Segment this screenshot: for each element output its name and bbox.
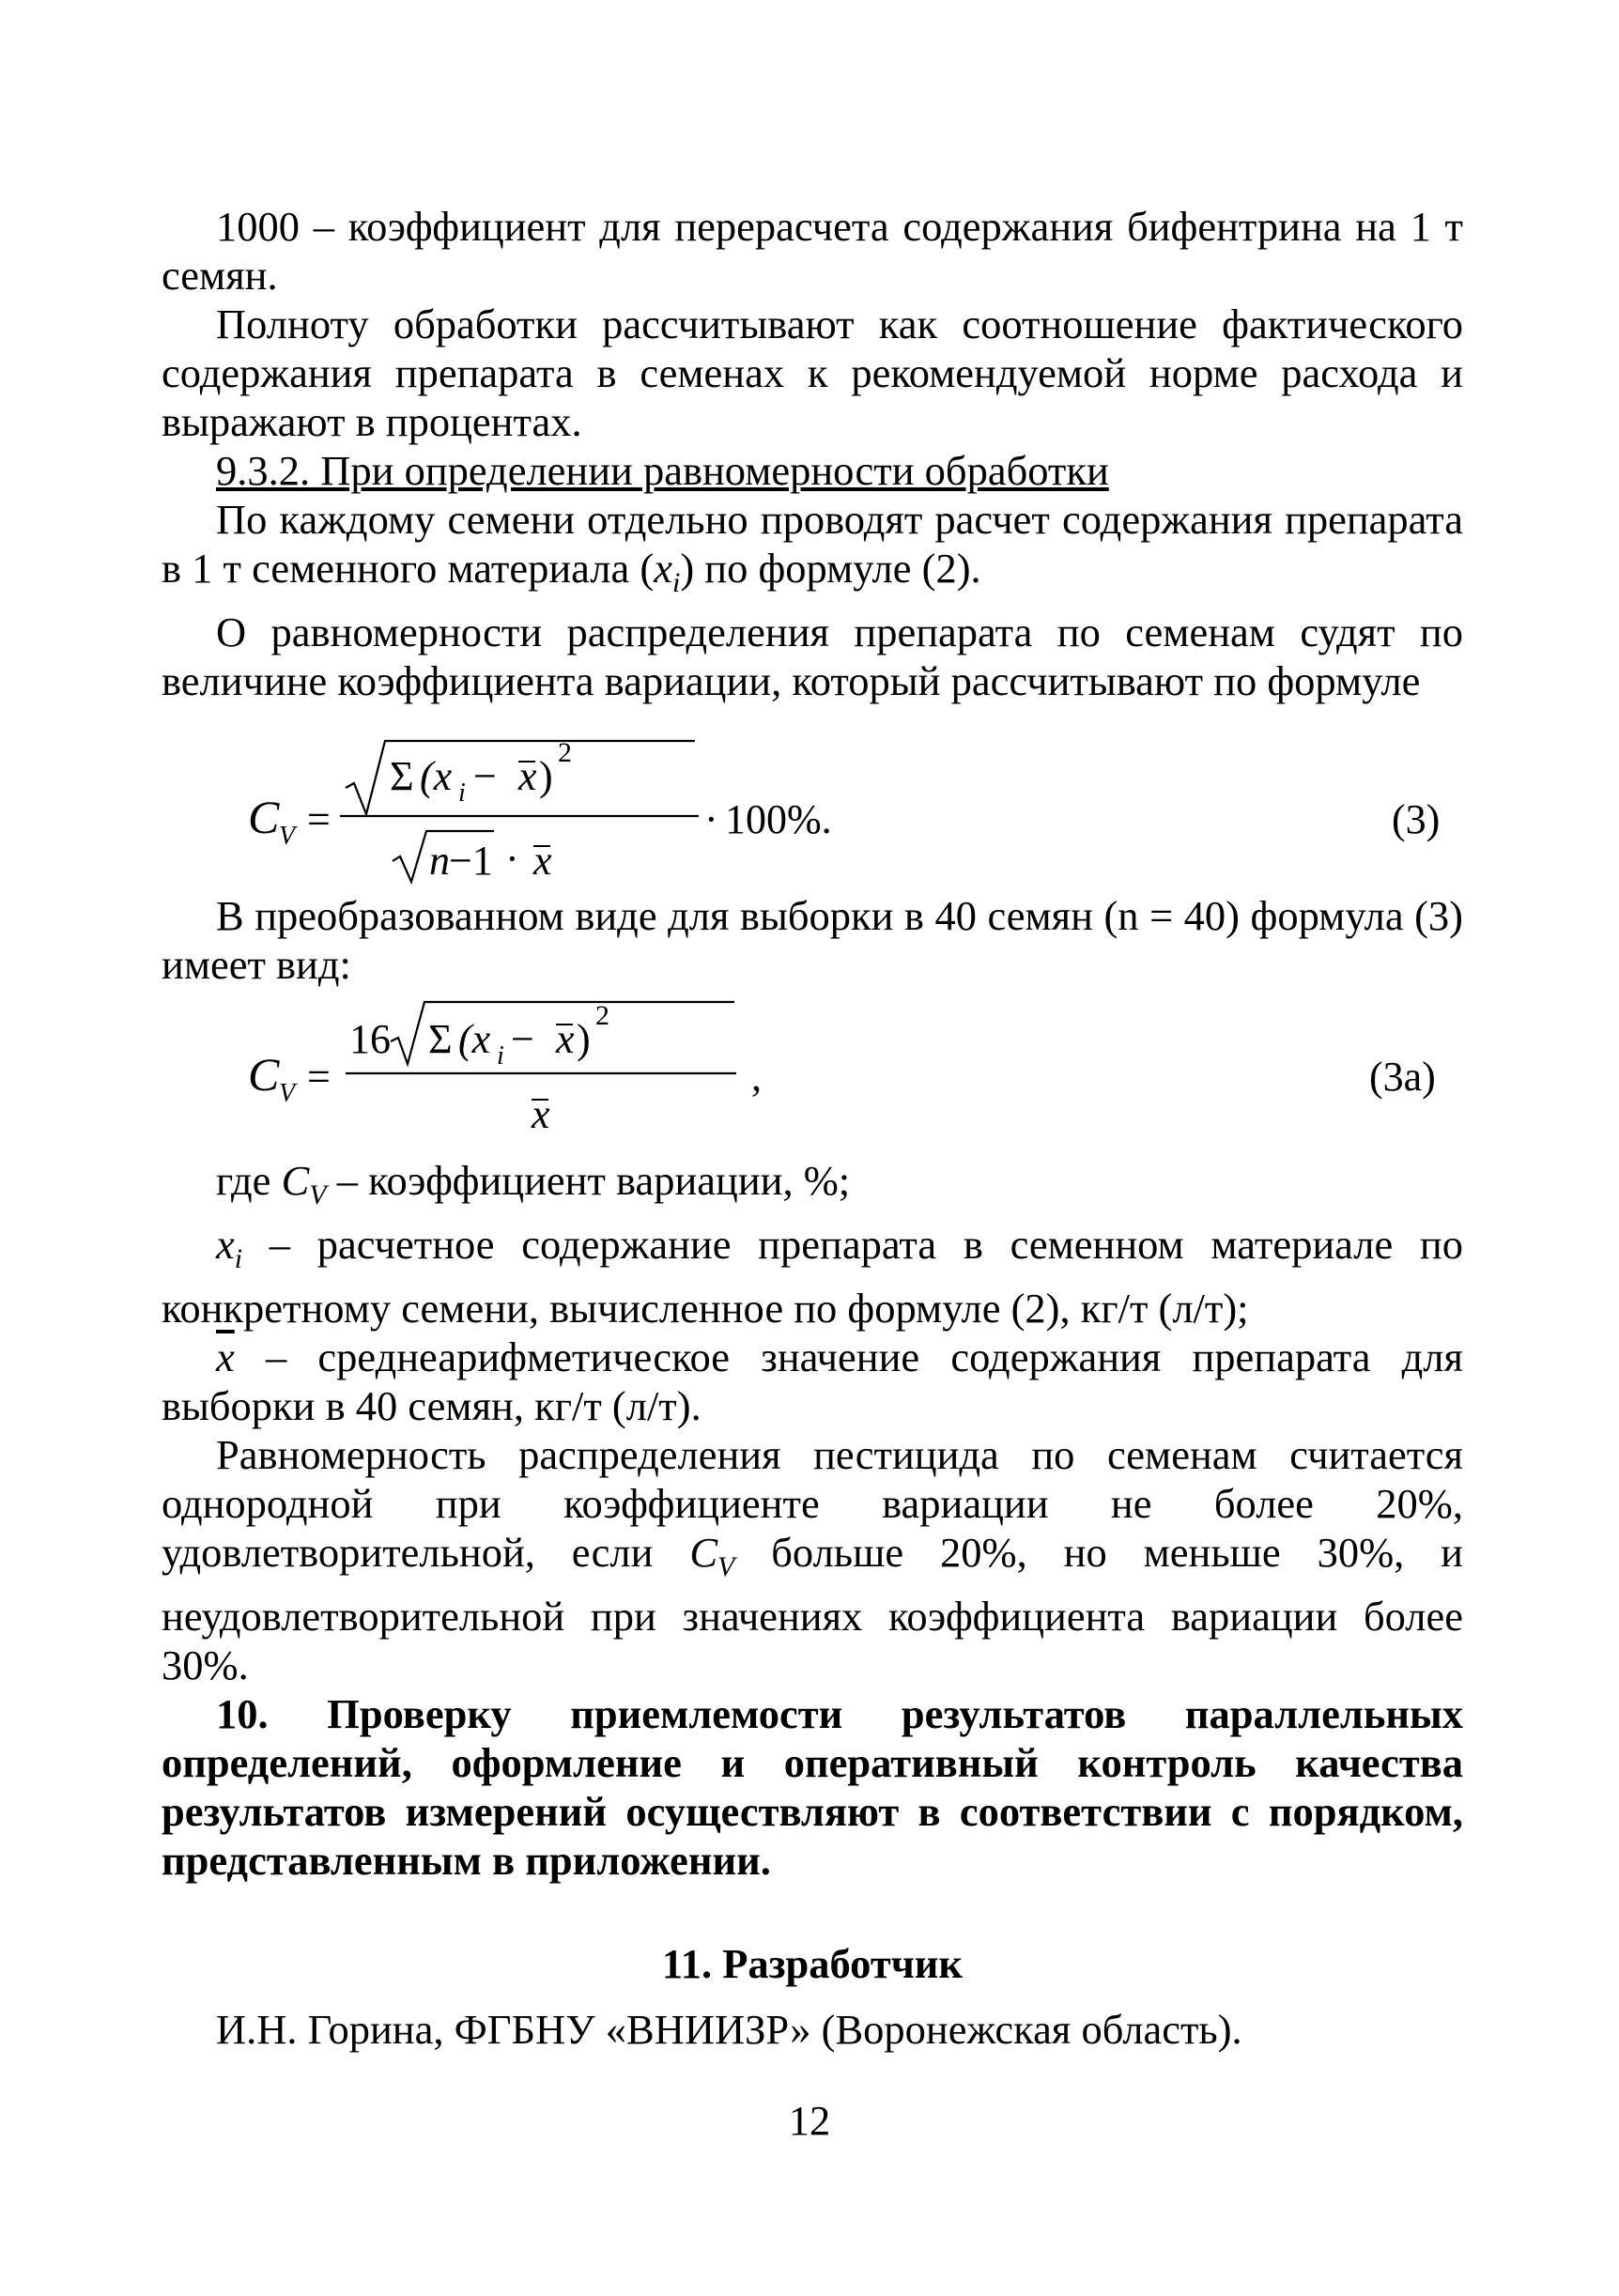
document-page [162,202,1463,2054]
f3-den-dot: · [505,835,519,882]
legend-xbar [162,1333,1463,1430]
formula-3 [162,713,1463,891]
paragraph-coefficient-1000: 1000 – коэффициент для перерасчета содержания бифентрина на 1 т семян. [162,203,1463,299]
f3a-eq: = [307,1053,331,1100]
paragraph-per-seed [162,495,1463,608]
legend-cv-prefix: где [216,1156,282,1204]
legend-xi [162,1220,1463,1333]
paragraph-developer: И.Н. Горина, ФГБНУ «ВНИИЗР» (Воронежская область). [216,2005,1242,2053]
f3a-num-exp: 2 [595,999,609,1031]
section-heading-11: 11. Разработчик [661,1939,964,1987]
f3-num-x: (x [420,752,453,799]
paragraph-section-10: 10. Проверку приемлемости результатов параллельных определений, оформление и оперативный контроль качества результатов измерений осуществляют в соответствии с порядком, представленным в приложении. [162,1689,1463,1884]
formula-3a-drawing [162,996,1463,1156]
paragraph-transformed: В преобразованном виде для выборки в 40 семян (n = 40) формула (3) имеет вид: [162,891,1463,988]
f3-num-exp: 2 [558,736,572,768]
p6-var-c: C [689,1528,718,1576]
f3-den-xbar: x [533,837,552,884]
f3-den-minus1: −1 [449,837,493,884]
formula-3a [162,996,1463,1156]
p3-text-a: По каждому семени отдельно проводят расчет содержания препарата в 1 т семенного материала ( [162,496,1463,592]
f3-den-n: n [429,837,450,884]
f3a-den-xbar: x [532,1090,550,1137]
heading-9-3-2-text: 9.3.2. При определении равномерности обработки [216,447,1109,494]
f3-mult: · [704,795,718,842]
legend-xbar-var: $\overline{x}$ [216,1333,235,1380]
f3a-num-minus: − [511,1015,534,1062]
paragraph-uniformity-criteria [162,1430,1463,1689]
f3-lhs: C [248,790,280,843]
f3a-num-sub: i [497,1040,504,1071]
p3-text-b: ) по формуле (2). [680,545,981,592]
legend-cv-sub: V [309,1179,327,1210]
f3-lhs-sub: V [279,821,296,851]
f3-num-close: ) [539,752,553,799]
p6-text-b: больше 20%, но меньше 30%, и неудовлетворительной при значениях коэффициента вариации более 30%. [162,1528,1463,1688]
legend-xbar-text: – среднеарифметическое значение содержания препарата для выборки в 40 семян, кг/т (л/т). [162,1333,1463,1429]
f3-percent: 100%. [725,795,832,842]
f3a-num-sum: Σ [428,1015,453,1062]
f3-eq: = [307,795,331,842]
f3a-lhs: C [248,1047,280,1101]
p6-sub-v: V [717,1550,735,1582]
legend-xi-sub: i [234,1242,243,1274]
p3-var-x: x [654,545,672,592]
f3a-num-x: (x [458,1015,491,1062]
f3-num-minus: − [473,752,497,799]
legend-cv-var: C [281,1156,310,1204]
page-number: 12 [788,2097,831,2144]
legend-xi-var: x [216,1220,235,1268]
p6-text-a: Равномерность распределения пестицида по семенам считается однородной при коэффициенте вариации не более 20%, удовлетворительной, если [162,1430,1463,1576]
paragraph-uniformity: О равномерности распределения препарата по семенам судят по величине коэффициента вариации, который рассчитывают по формуле [162,608,1463,704]
p3-sub-i: i [671,566,681,598]
paragraph-completeness: Полноту обработки рассчитывают как соотношение фактического содержания препарата в семенах к рекомендуемой норме расхода и выражают в процентах. [162,300,1463,445]
legend-cv-text: – коэффициент вариации, %; [326,1156,851,1204]
legend-cv [162,1156,1463,1220]
f3a-comma: , [751,1053,762,1100]
f3-number: (3) [1392,795,1441,842]
f3a-number: (3а) [1369,1053,1436,1100]
f3a-num-xbar: x [556,1015,575,1062]
f3a-lhs-sub: V [279,1078,296,1108]
f3-num-sub: i [458,778,466,808]
legend-xi-text: – расчетное содержание препарата в семенном материале по конкретному семени, вычисленное по формуле (2), кг/т (л/т); [162,1220,1463,1332]
f3a-num-close: ) [577,1015,591,1062]
f3a-coef: 16 [349,1015,391,1062]
section-heading-9-3-2 [162,446,1463,495]
f3-num-sum: Σ [390,752,414,799]
formula-3-drawing [162,713,1463,891]
f3-num-xbar: x [518,752,537,799]
